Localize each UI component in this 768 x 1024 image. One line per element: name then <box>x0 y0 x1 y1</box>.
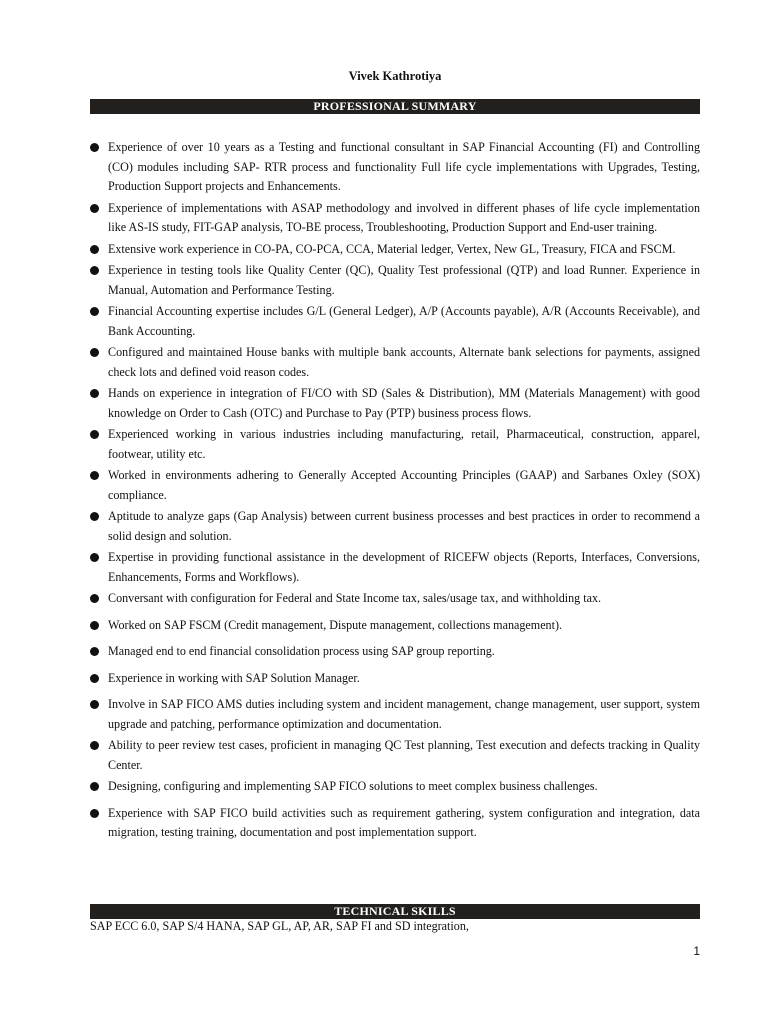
summary-bullet: Conversant with configuration for Federal and State Income tax, sales/usage tax, and withholding tax. <box>88 589 700 609</box>
bullet-dot-icon <box>90 512 99 521</box>
bullet-dot-icon <box>90 204 99 213</box>
summary-bullet: Aptitude to analyze gaps (Gap Analysis) between current business processes and best practices in order to recommend a solid design and solution. <box>88 507 700 546</box>
technical-skills-text: SAP ECC 6.0, SAP S/4 HANA, SAP GL, AP, AR, SAP FI and SD integration, <box>90 919 469 933</box>
professional-summary-heading: PROFESSIONAL SUMMARY <box>90 99 700 114</box>
summary-bullet: Expertise in providing functional assistance in the development of RICEFW objects (Reports, Interfaces, Conversions, Enhancements, Forms and Workflows). <box>88 548 700 587</box>
bullet-dot-icon <box>90 741 99 750</box>
bullet-dot-icon <box>90 245 99 254</box>
summary-bullet: Managed end to end financial consolidation process using SAP group reporting. <box>88 642 700 662</box>
summary-bullet-list <box>88 138 700 845</box>
summary-bullet: Worked in environments adhering to Generally Accepted Accounting Principles (GAAP) and Sarbanes Oxley (SOX) compliance. <box>88 466 700 505</box>
bullet-dot-icon <box>90 809 99 818</box>
bullet-dot-icon <box>90 430 99 439</box>
summary-bullet: Financial Accounting expertise includes G/L (General Ledger), A/P (Accounts payable), A/R (Accounts Receivable), and Bank Accounting. <box>88 302 700 341</box>
bullet-dot-icon <box>90 553 99 562</box>
bullet-dot-icon <box>90 266 99 275</box>
summary-bullet: Configured and maintained House banks with multiple bank accounts, Alternate bank selections for payments, assigned check lots and defined void reason codes. <box>88 343 700 382</box>
summary-bullet: Experience in testing tools like Quality Center (QC), Quality Test professional (QTP) and load Runner. Experience in Manual, Automation and Performance Testing. <box>88 261 700 300</box>
bullet-dot-icon <box>90 621 99 630</box>
summary-bullet: Designing, configuring and implementing SAP FICO solutions to meet complex business challenges. <box>88 777 700 797</box>
page-number: 1 <box>693 944 700 958</box>
bullet-dot-icon <box>90 307 99 316</box>
bullet-dot-icon <box>90 594 99 603</box>
bullet-dot-icon <box>90 471 99 480</box>
technical-skills-heading: TECHNICAL SKILLS <box>90 904 700 919</box>
bullet-dot-icon <box>90 700 99 709</box>
candidate-name: Vivek Kathrotiya <box>348 69 442 83</box>
summary-bullet: Extensive work experience in CO-PA, CO-PCA, CCA, Material ledger, Vertex, New GL, Treasury, FICA and FSCM. <box>88 240 700 260</box>
bullet-dot-icon <box>90 782 99 791</box>
summary-bullet: Experience of over 10 years as a Testing and functional consultant in SAP Financial Accounting (FI) and Controlling (CO) modules including SAP- RTR process and functionality Full life cycle implementations with Upgrades, Testing, Production Support projects and Enhancements. <box>88 138 700 197</box>
summary-bullet: Experienced working in various industries including manufacturing, retail, Pharmaceutical, construction, apparel, footwear, utility etc. <box>88 425 700 464</box>
summary-bullet: Ability to peer review test cases, proficient in managing QC Test planning, Test execution and defects tracking in Quality Center. <box>88 736 700 775</box>
summary-bullet: Experience in working with SAP Solution Manager. <box>88 669 700 689</box>
summary-bullet: Involve in SAP FICO AMS duties including system and incident management, change management, user support, system upgrade and patching, performance optimization and documentation. <box>88 695 700 734</box>
bullet-dot-icon <box>90 389 99 398</box>
bullet-dot-icon <box>90 674 99 683</box>
summary-bullet: Hands on experience in integration of FI/CO with SD (Sales & Distribution), MM (Materials Management) with good knowledge on Order to Cash (OTC) and Purchase to Pay (PTP) business process flows. <box>88 384 700 423</box>
bullet-dot-icon <box>90 647 99 656</box>
bullet-dot-icon <box>90 143 99 152</box>
bullet-dot-icon <box>90 348 99 357</box>
summary-bullet: Worked on SAP FSCM (Credit management, Dispute management, collections management). <box>88 616 700 636</box>
summary-bullet: Experience with SAP FICO build activities such as requirement gathering, system configuration and integration, data migration, testing training, documentation and post implementation support. <box>88 804 700 843</box>
summary-bullet: Experience of implementations with ASAP methodology and involved in different phases of life cycle implementation like AS-IS study, FIT-GAP analysis, TO-BE process, Troubleshooting, Production Support and End-user training. <box>88 199 700 238</box>
